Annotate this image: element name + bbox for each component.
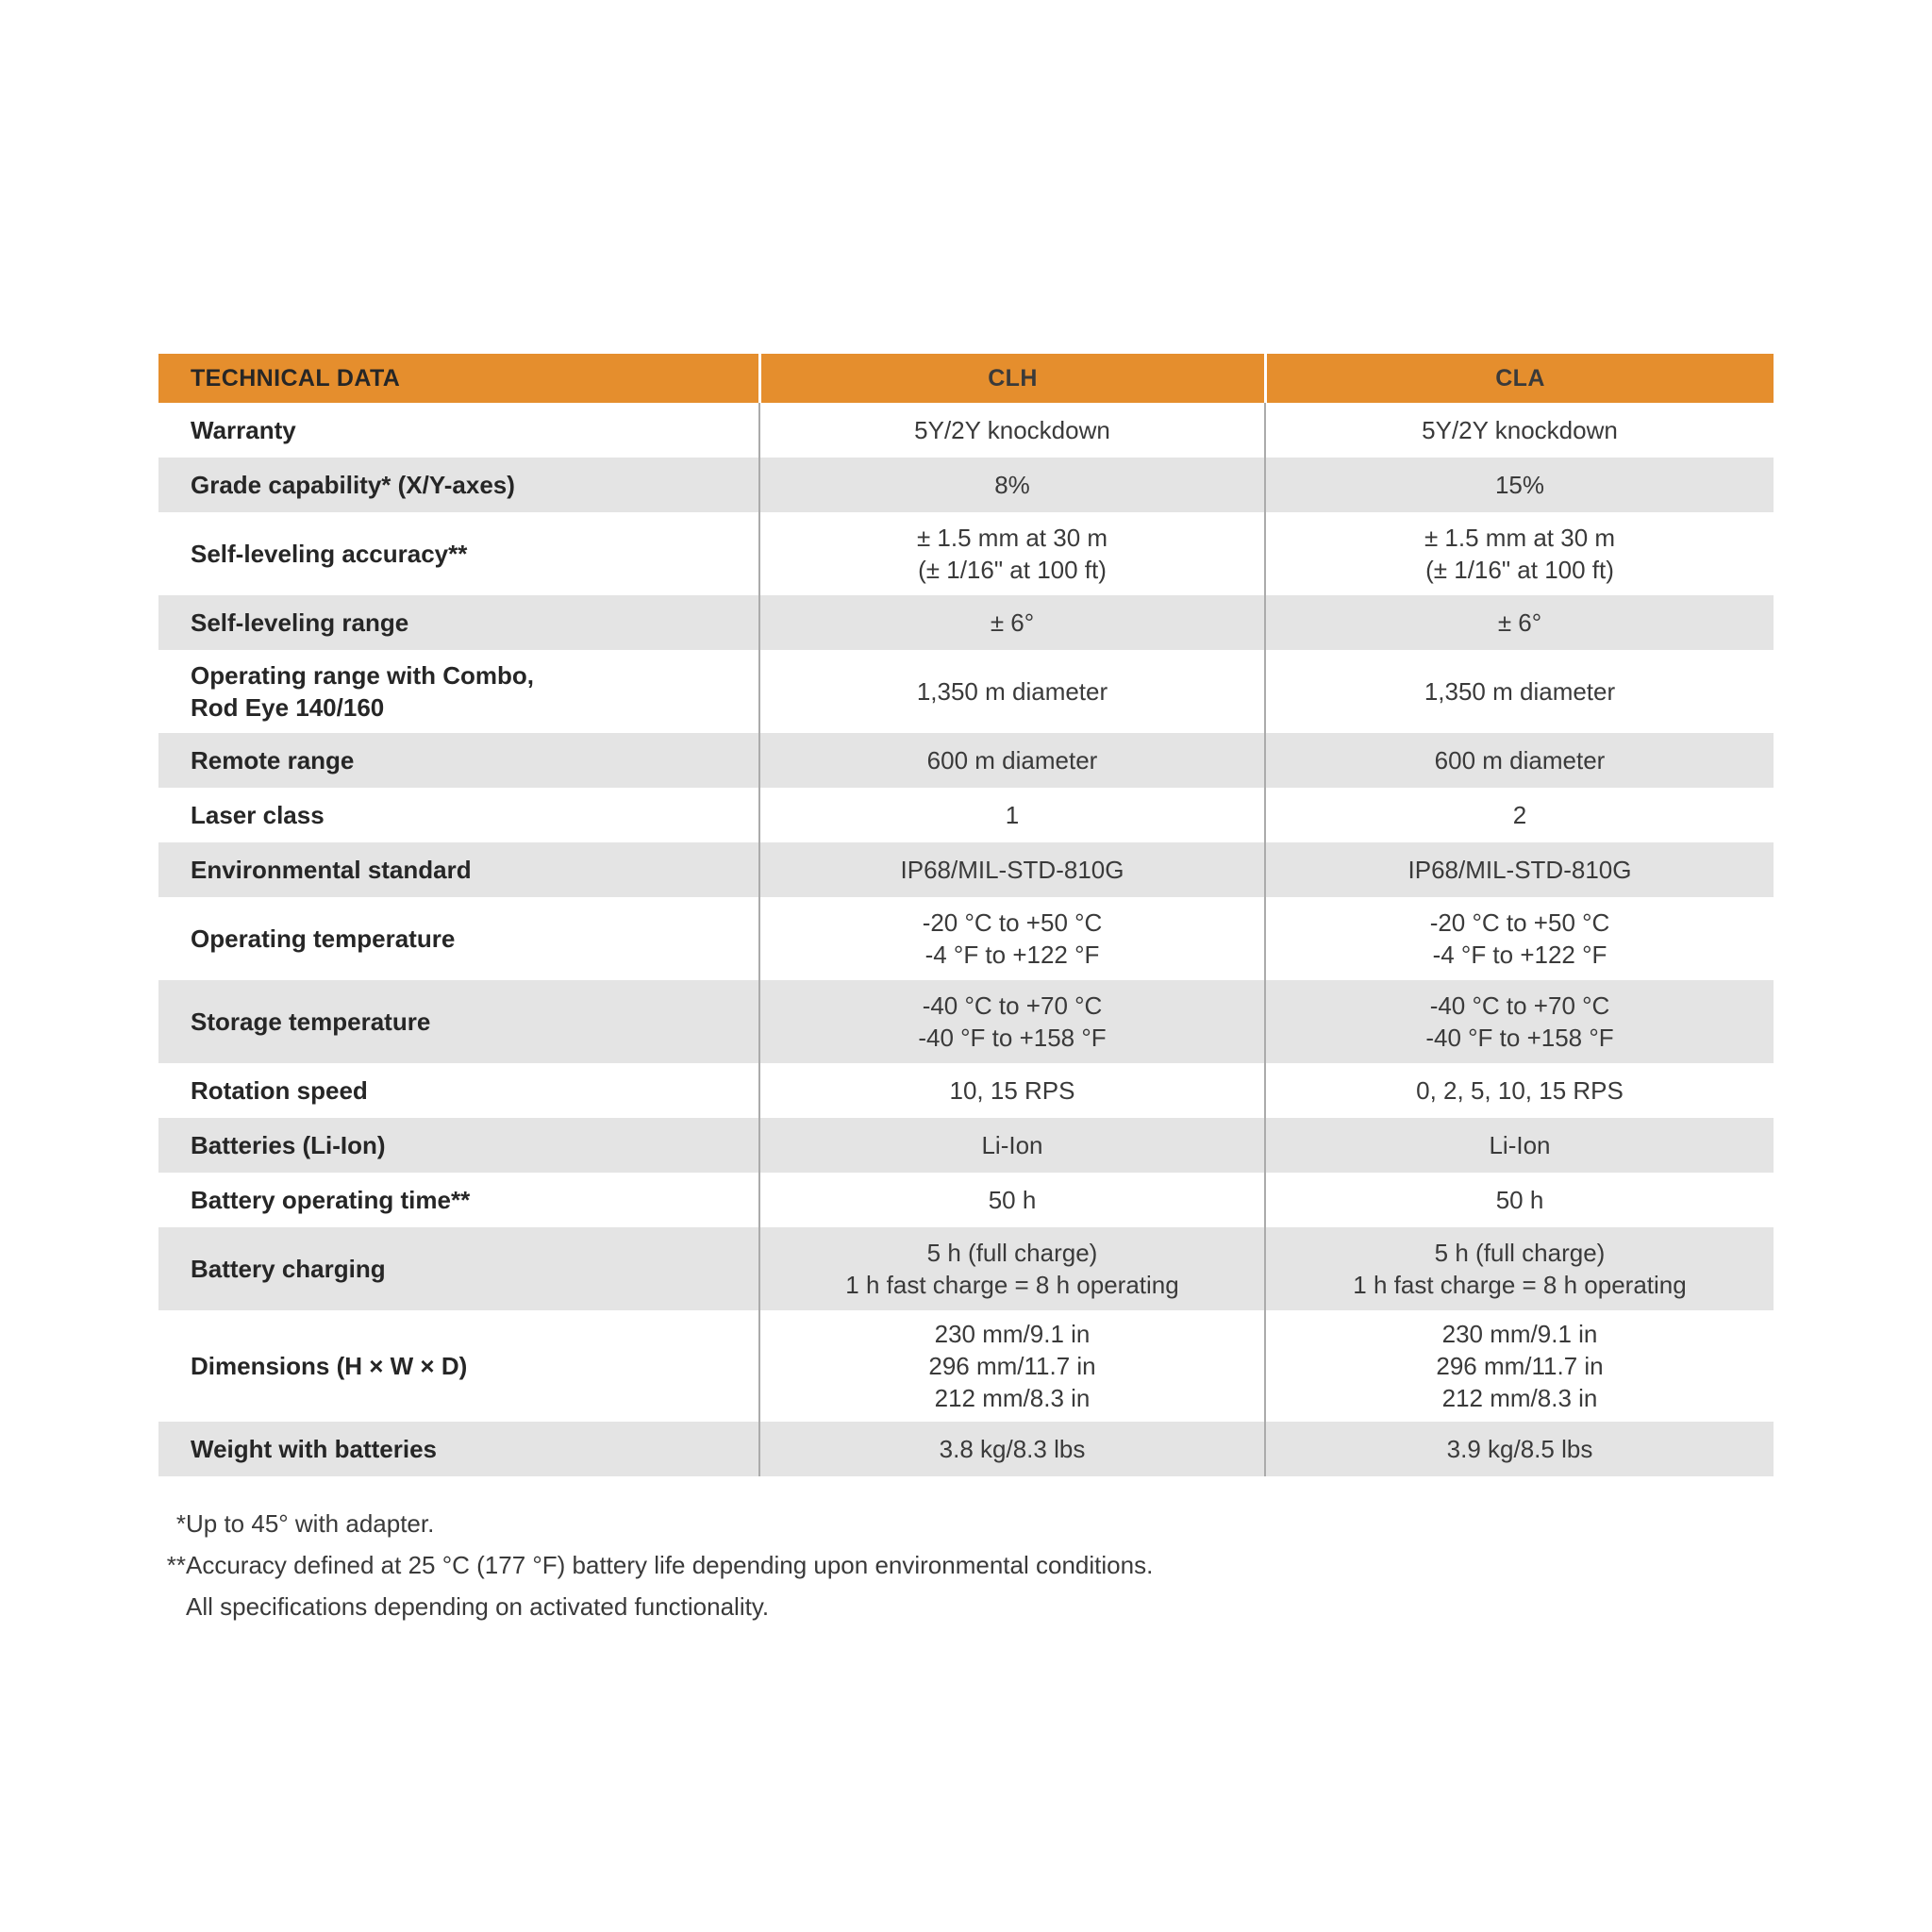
text-line: 50 h [1495, 1186, 1544, 1214]
clh-value [758, 897, 1264, 980]
footnote-marker [158, 1586, 186, 1627]
table-header-row [158, 354, 1774, 403]
text-line: Rod Eye 140/160 [191, 693, 385, 722]
text-line: 296 mm/11.7 in [1436, 1352, 1604, 1380]
row-label [158, 980, 758, 1063]
table-row [158, 733, 1774, 788]
cla-value [1264, 403, 1774, 458]
clh-value [758, 788, 1264, 842]
text-line: 1,350 m diameter [916, 677, 1108, 706]
text-line: Batteries (Li-Ion) [191, 1131, 386, 1159]
cla-value [1264, 842, 1774, 897]
table-row [158, 980, 1774, 1063]
text-line: -40 °F to +158 °F [1425, 1024, 1614, 1052]
text-line: -20 °C to +50 °C [1429, 908, 1610, 937]
text-line: Li-Ion [981, 1131, 1043, 1159]
text-line: Operating range with Combo, [191, 661, 535, 690]
text-line: 3.9 kg/8.5 lbs [1446, 1435, 1593, 1463]
text-line: Self-leveling accuracy** [191, 540, 468, 568]
clh-value [758, 1310, 1264, 1422]
cla-value [1264, 650, 1774, 733]
technical-data-table [158, 354, 1774, 1476]
row-label [158, 1310, 758, 1422]
text-line: 296 mm/11.7 in [928, 1352, 1096, 1380]
text-line: Operating temperature [191, 924, 456, 953]
text-line: Self-leveling range [191, 608, 409, 637]
table-row [158, 788, 1774, 842]
table-row [158, 650, 1774, 733]
cla-value [1264, 788, 1774, 842]
footnote-line [158, 1544, 1153, 1586]
cla-value [1264, 1310, 1774, 1422]
table-row [158, 1227, 1774, 1310]
cla-value [1264, 1063, 1774, 1118]
text-line: 8% [994, 471, 1030, 499]
text-line: ± 6° [990, 608, 1035, 637]
cla-value [1264, 980, 1774, 1063]
text-line: -40 °F to +158 °F [918, 1024, 1107, 1052]
text-line: 212 mm/8.3 in [1441, 1384, 1598, 1412]
column-header-cla [1264, 354, 1774, 403]
clh-value [758, 595, 1264, 650]
column-header-clh [758, 354, 1264, 403]
clh-value [758, 980, 1264, 1063]
text-line: Rotation speed [191, 1076, 368, 1105]
text-line: 2 [1512, 801, 1527, 829]
column-header-label: CLA [1495, 364, 1545, 391]
footnote-text: Up to 45° with adapter. [186, 1509, 435, 1538]
cla-value [1264, 1118, 1774, 1173]
text-line: (± 1/16" at 100 ft) [918, 556, 1107, 584]
text-line: 0, 2, 5, 10, 15 RPS [1416, 1076, 1624, 1105]
text-line: Grade capability* (X/Y-axes) [191, 471, 515, 499]
footnote-marker: ** [166, 1551, 186, 1579]
footnote-marker: * [175, 1509, 186, 1538]
text-line: -40 °C to +70 °C [922, 991, 1103, 1020]
text-line: 10, 15 RPS [949, 1076, 1075, 1105]
text-line: -40 °C to +70 °C [1429, 991, 1610, 1020]
text-line: 1 [1005, 801, 1020, 829]
text-line: 1 h fast charge = 8 h operating [1353, 1271, 1687, 1299]
footnote-text: Accuracy defined at 25 °C (177 °F) battery life depending upon environmental conditions. [186, 1551, 1154, 1579]
text-line: Environmental standard [191, 856, 472, 884]
text-line: Li-Ion [1489, 1131, 1551, 1159]
text-line: Dimensions (H × W × D) [191, 1352, 468, 1380]
text-line: 230 mm/9.1 in [1441, 1320, 1598, 1348]
cla-value [1264, 733, 1774, 788]
row-label [158, 897, 758, 980]
row-label [158, 595, 758, 650]
text-line: 212 mm/8.3 in [934, 1384, 1091, 1412]
table-row [158, 897, 1774, 980]
cla-value [1264, 1227, 1774, 1310]
column-header-technical-data [158, 354, 758, 403]
table-row [158, 1422, 1774, 1476]
text-line: Remote range [191, 746, 355, 774]
row-label [158, 733, 758, 788]
text-line: Storage temperature [191, 1008, 431, 1036]
text-line: 600 m diameter [926, 746, 1098, 774]
table-row [158, 458, 1774, 512]
text-line: 1,350 m diameter [1424, 677, 1616, 706]
text-line: Laser class [191, 801, 325, 829]
row-label [158, 1227, 758, 1310]
row-label [158, 458, 758, 512]
text-line: 5Y/2Y knockdown [1422, 416, 1618, 444]
text-line: 600 m diameter [1434, 746, 1606, 774]
column-header-label: TECHNICAL DATA [191, 364, 401, 391]
row-label [158, 512, 758, 595]
text-line: Battery charging [191, 1255, 386, 1283]
text-line: 3.8 kg/8.3 lbs [939, 1435, 1086, 1463]
text-line: 1 h fast charge = 8 h operating [845, 1271, 1179, 1299]
table-row [158, 1310, 1774, 1422]
row-label [158, 788, 758, 842]
table-row [158, 403, 1774, 458]
text-line: -4 °F to +122 °F [1432, 941, 1607, 969]
footnotes [158, 1503, 1153, 1627]
clh-value [758, 458, 1264, 512]
text-line: IP68/MIL-STD-810G [1407, 856, 1632, 884]
table-row [158, 1063, 1774, 1118]
column-header-label: CLH [988, 364, 1038, 391]
table-body [158, 403, 1774, 1476]
text-line: 5Y/2Y knockdown [914, 416, 1110, 444]
row-label [158, 403, 758, 458]
footnote-line [158, 1586, 1153, 1627]
row-label [158, 842, 758, 897]
clh-value [758, 512, 1264, 595]
clh-value [758, 1422, 1264, 1476]
clh-value [758, 842, 1264, 897]
text-line: (± 1/16" at 100 ft) [1425, 556, 1614, 584]
clh-value [758, 1063, 1264, 1118]
footnote-line [158, 1503, 1153, 1544]
text-line: Battery operating time** [191, 1186, 471, 1214]
cla-value [1264, 897, 1774, 980]
text-line: IP68/MIL-STD-810G [900, 856, 1124, 884]
cla-value [1264, 458, 1774, 512]
table-row [158, 1118, 1774, 1173]
text-line: ± 1.5 mm at 30 m [916, 524, 1108, 552]
row-label [158, 650, 758, 733]
text-line: -4 °F to +122 °F [924, 941, 1100, 969]
cla-value [1264, 1173, 1774, 1227]
text-line: 50 h [988, 1186, 1037, 1214]
footnote-text: All specifications depending on activated functionality. [186, 1592, 770, 1621]
clh-value [758, 403, 1264, 458]
table-row [158, 595, 1774, 650]
row-label [158, 1173, 758, 1227]
row-label [158, 1422, 758, 1476]
table-row [158, 1173, 1774, 1227]
clh-value [758, 1118, 1264, 1173]
text-line: ± 6° [1497, 608, 1542, 637]
cla-value [1264, 595, 1774, 650]
text-line: 5 h (full charge) [1434, 1239, 1606, 1267]
cla-value [1264, 512, 1774, 595]
clh-value [758, 733, 1264, 788]
text-line: 230 mm/9.1 in [934, 1320, 1091, 1348]
clh-value [758, 1227, 1264, 1310]
text-line: 5 h (full charge) [926, 1239, 1098, 1267]
cla-value [1264, 1422, 1774, 1476]
table-row [158, 512, 1774, 595]
text-line: Weight with batteries [191, 1435, 437, 1463]
text-line: -20 °C to +50 °C [922, 908, 1103, 937]
table-row [158, 842, 1774, 897]
text-line: ± 1.5 mm at 30 m [1424, 524, 1616, 552]
row-label [158, 1118, 758, 1173]
text-line: Warranty [191, 416, 296, 444]
row-label [158, 1063, 758, 1118]
text-line: 15% [1494, 471, 1545, 499]
clh-value [758, 1173, 1264, 1227]
clh-value [758, 650, 1264, 733]
